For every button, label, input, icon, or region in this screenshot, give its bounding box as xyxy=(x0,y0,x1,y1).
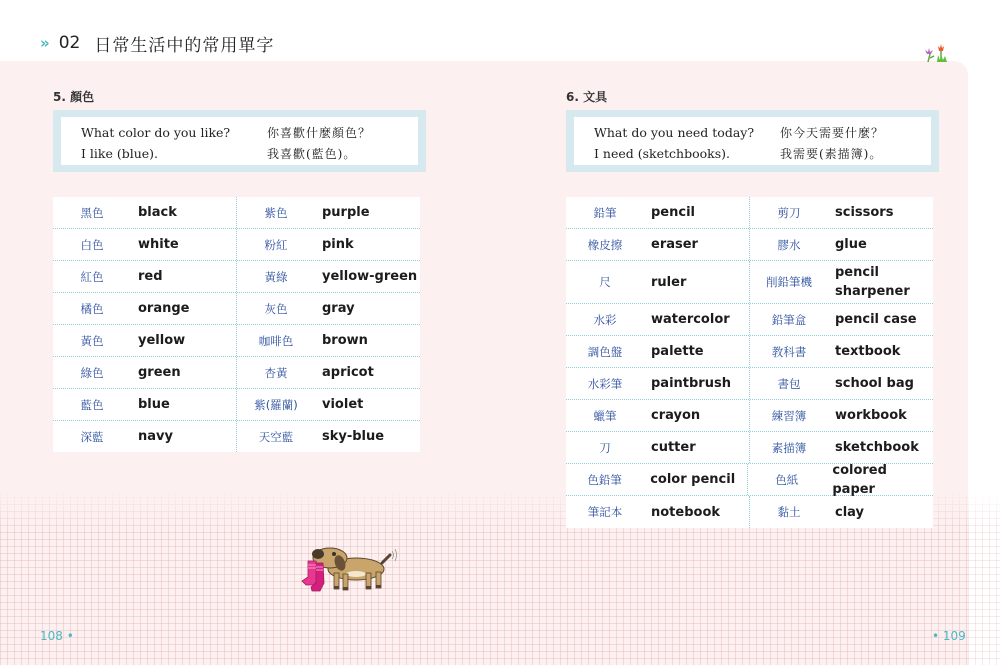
section-label-stationery: 6. 文具 xyxy=(566,90,608,104)
table-row xyxy=(566,229,933,261)
dialog-chinese: 你今天需要什麼？ xyxy=(780,126,885,140)
table-row xyxy=(53,293,420,325)
table-row xyxy=(566,304,933,336)
dialog-english: I like (blue). xyxy=(81,146,159,161)
dialog-english: I need (sketchbooks). xyxy=(594,146,730,161)
chinese-word: 蠟筆 xyxy=(593,408,617,423)
chinese-word: 黏土 xyxy=(777,505,801,519)
english-word: orange xyxy=(138,301,190,316)
chinese-word: 色紙 xyxy=(775,472,799,487)
english-word: notebook xyxy=(651,504,721,520)
english-word: violet xyxy=(322,397,364,412)
dialog-english: What color do you like? xyxy=(81,125,231,140)
english-word: sketchbook xyxy=(835,440,919,455)
english-word: gray xyxy=(322,301,355,316)
flowers-icon xyxy=(922,42,954,68)
chinese-word: 削鉛筆機 xyxy=(766,275,812,289)
table-row xyxy=(53,197,420,229)
table-row xyxy=(566,336,933,368)
english-word: cutter xyxy=(651,440,696,455)
english-word: brown xyxy=(322,333,368,348)
english-word: school bag xyxy=(835,376,914,391)
table-row xyxy=(53,389,420,421)
chinese-word: 天空藍 xyxy=(258,429,294,444)
chinese-word: 色鉛筆 xyxy=(587,472,622,487)
dialog-english: What do you need today? xyxy=(594,125,755,140)
table-row xyxy=(53,261,420,293)
chinese-word: 素描簿 xyxy=(771,440,807,455)
chinese-word: 咖啡色 xyxy=(258,333,294,348)
vocab-table-colors xyxy=(53,197,420,452)
chinese-word: 黃色 xyxy=(80,333,104,348)
dialog-chinese: 我需要(素描簿)。 xyxy=(780,147,883,161)
chinese-word: 紅色 xyxy=(80,269,104,284)
chinese-word: 水彩 xyxy=(593,312,617,327)
chinese-word: 水彩筆 xyxy=(587,376,623,391)
chinese-word: 鉛筆盒 xyxy=(771,312,807,327)
english-word: textbook xyxy=(835,344,901,359)
chapter-title: 日常生活中的常用單字 xyxy=(94,35,275,56)
chinese-word: 橡皮擦 xyxy=(587,237,623,252)
english-word: workbook xyxy=(835,408,907,423)
english-word: black xyxy=(138,205,177,220)
english-word: crayon xyxy=(651,408,701,423)
chinese-word: 練習簿 xyxy=(771,408,807,423)
page-number-left: 108 • xyxy=(40,629,74,643)
vocab-table-stationery xyxy=(566,197,933,528)
chinese-word: 鉛筆 xyxy=(593,205,617,220)
table-row xyxy=(53,325,420,357)
chinese-word: 灰色 xyxy=(264,301,288,316)
english-word: scissors xyxy=(835,205,894,220)
dialog-box-stationery xyxy=(566,110,939,172)
dialog-chinese: 我喜歡(藍色)。 xyxy=(267,147,357,161)
dog-with-socks-illustration xyxy=(296,543,398,603)
chinese-word: 紫(羅蘭) xyxy=(254,397,298,412)
table-row xyxy=(566,432,933,464)
grid-paper-margin xyxy=(968,490,1000,665)
chinese-word: 杏黃 xyxy=(264,365,288,380)
english-word: glue xyxy=(835,237,867,252)
english-word: blue xyxy=(138,397,170,412)
english-word: yellow-green xyxy=(322,269,418,284)
chinese-word: 深藍 xyxy=(80,429,104,444)
english-word: sky-blue xyxy=(322,429,385,444)
english-word: pencil sharpener xyxy=(835,265,910,299)
chinese-word: 剪刀 xyxy=(777,205,801,220)
english-word: palette xyxy=(651,344,704,359)
english-word: clay xyxy=(835,504,865,520)
english-word: watercolor xyxy=(651,312,730,327)
table-row xyxy=(53,229,420,261)
page-number-right: • 109 xyxy=(932,629,966,643)
english-word: colored paper xyxy=(832,462,887,497)
chinese-word: 筆記本 xyxy=(587,505,623,519)
chinese-word: 尺 xyxy=(599,275,611,289)
english-word: paintbrush xyxy=(651,376,731,391)
chinese-word: 膠水 xyxy=(777,237,801,252)
chinese-word: 橘色 xyxy=(80,301,104,316)
table-row xyxy=(566,368,933,400)
chinese-word: 教科書 xyxy=(771,344,807,359)
dialog-box-colors xyxy=(53,110,426,172)
english-word: yellow xyxy=(138,333,186,348)
chinese-word: 刀 xyxy=(599,440,611,455)
double-chevron-icon: » xyxy=(40,34,47,52)
table-row xyxy=(53,357,420,389)
dialog-line xyxy=(81,122,418,143)
chinese-word: 書包 xyxy=(777,376,801,391)
english-word: purple xyxy=(322,205,370,220)
chinese-word: 藍色 xyxy=(80,397,104,412)
table-row xyxy=(566,400,933,432)
chinese-word: 紫色 xyxy=(264,205,288,220)
english-word: pencil xyxy=(651,205,695,220)
english-word: pink xyxy=(322,237,354,252)
english-word: red xyxy=(138,269,163,284)
english-word: eraser xyxy=(651,237,698,252)
table-row xyxy=(53,421,420,452)
dialog-line xyxy=(594,143,931,164)
chapter-number: 02 xyxy=(58,33,81,53)
table-row xyxy=(566,261,933,304)
english-word: navy xyxy=(138,429,173,444)
chinese-word: 調色盤 xyxy=(587,344,623,359)
chinese-word: 白色 xyxy=(80,237,104,252)
dialog-chinese: 你喜歡什麼顏色？ xyxy=(267,126,372,140)
english-word: apricot xyxy=(322,365,374,380)
dialog-line xyxy=(594,122,931,143)
english-word: green xyxy=(138,365,181,380)
dialog-line xyxy=(81,143,418,164)
table-row xyxy=(566,197,933,229)
chapter-header xyxy=(40,31,274,55)
english-word: white xyxy=(138,237,179,252)
chinese-word: 黃綠 xyxy=(264,269,288,284)
english-word: ruler xyxy=(651,274,687,290)
english-word: pencil case xyxy=(835,312,917,327)
chinese-word: 綠色 xyxy=(80,365,104,380)
table-row xyxy=(566,464,933,496)
section-label-colors: 5. 顏色 xyxy=(53,90,95,104)
english-word: color pencil xyxy=(650,472,736,487)
chinese-word: 黑色 xyxy=(80,205,104,220)
chinese-word: 粉紅 xyxy=(264,237,288,252)
table-row xyxy=(566,496,933,528)
